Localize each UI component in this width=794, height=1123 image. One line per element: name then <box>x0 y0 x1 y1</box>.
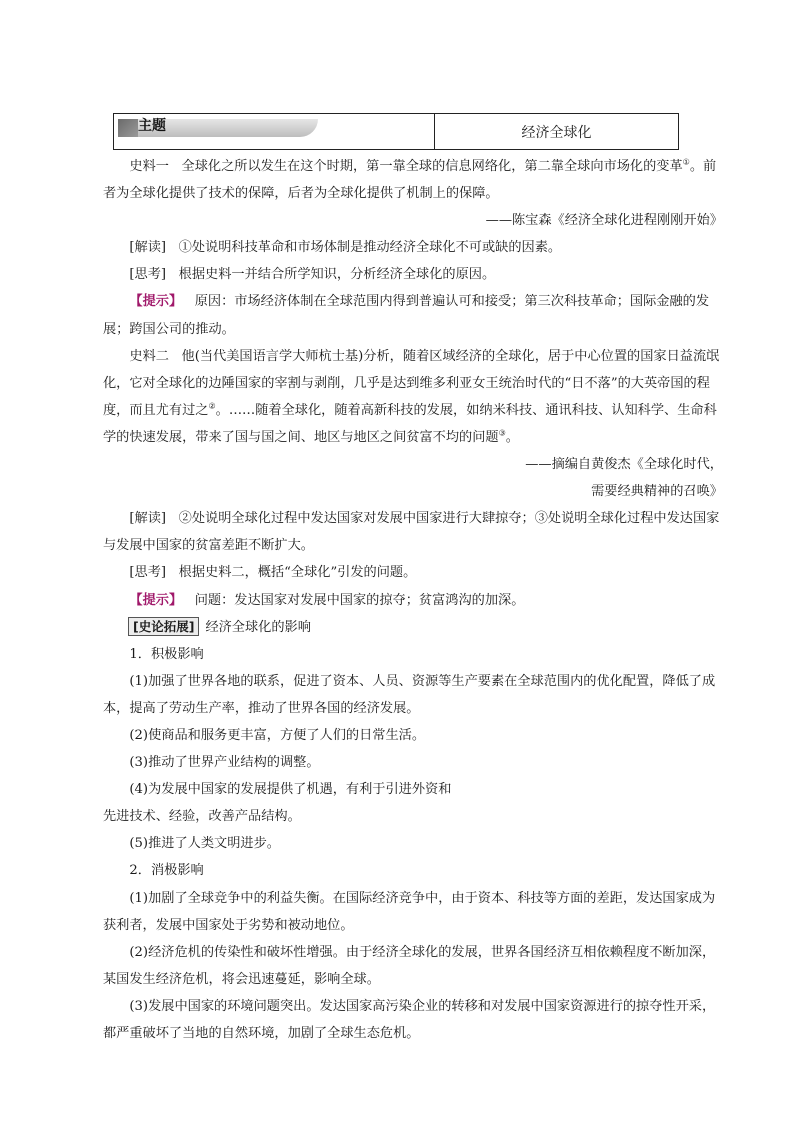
hint-one-text: 原因：市场经济体制在全球范围内得到普遍认可和接受；第三次科技革命；国际金融的发展；跨国公司的推动。 <box>103 294 710 337</box>
hint-two <box>103 587 723 614</box>
interpretation-two-text: ②处说明全球化过程中发达国家对发展中国家进行大肆掠夺；③处说明全球化过程中发达国家与发展中国家的贫富差距不断扩大。 <box>103 511 720 554</box>
source-one-title: 史料一 <box>129 159 169 174</box>
interpretation-tag: [解读] <box>129 511 167 527</box>
positive-item-4-line-1: (4)为发展中国家的发展提供了机遇，有利于引进外资和 <box>129 782 452 798</box>
source-two-citation-line-2: 需要经典精神的召唤》 <box>591 484 723 500</box>
footnote-mark-3: ③ <box>498 428 506 438</box>
thinking-tag: [思考] <box>129 565 167 581</box>
source-two-text-c: 。 <box>505 429 519 445</box>
extension-tag: [史论拓展] <box>128 617 199 636</box>
hint-two-text: 问题：发达国家对发展中国家的掠夺；贫富鸿沟的加深。 <box>194 592 525 608</box>
negative-item-3: (3)发展中国家的环境问题突出。发达国家高污染企业的转移和对发展中国家资源进行的掠夺性开采，都严重破坏了当地的自然环境，加剧了全球生态危机。 <box>103 998 716 1041</box>
extension-title: 经济全球化的影响 <box>205 619 311 635</box>
theme-label-cell <box>114 114 435 149</box>
extension-heading <box>103 614 723 641</box>
interpretation-one-text: ①处说明科技革命和市场体制是推动经济全球化不可或缺的因素。 <box>178 240 562 256</box>
source-two-citation-line-1: ——摘编自黄俊杰《全球化时代， <box>525 457 723 473</box>
source-one-text-a: 全球化之所以发生在这个时期，第一靠全球的信息网络化，第二靠全球向市场化的变革 <box>181 159 683 174</box>
hint-one <box>103 288 723 342</box>
positive-item-5: (5)推进了人类文明进步。 <box>129 836 280 852</box>
thinking-two <box>103 559 723 586</box>
thinking-one-text: 根据史料一并结合所学知识，分析经济全球化的原因。 <box>178 267 496 283</box>
thinking-one <box>103 261 723 288</box>
theme-table <box>113 113 679 150</box>
hint-tag: 【提示】 <box>129 294 183 310</box>
positive-item-4-line-2: 先进技术、经验，改善产品结构。 <box>103 809 301 825</box>
positive-item-1: (1)加强了世界各地的联系，促进了资本、人员、资源等生产要素在全球范围内的优化配置，降低了成本，提高了劳动生产率，推动了世界各国的经济发展。 <box>103 673 716 716</box>
interpretation-one <box>103 234 723 261</box>
source-two-title: 史料二 <box>129 348 169 364</box>
negative-item-1: (1)加剧了全球竞争中的利益失衡。在国际经济竞争中，由于资本、科技等方面的差距，发达国家成为获利者，发展中国家处于劣势和被动地位。 <box>103 890 716 933</box>
positive-impact-title: 1．积极影响 <box>129 646 204 662</box>
interpretation-tag: [解读] <box>129 240 167 256</box>
source-one-citation: ——陈宝森《经济全球化进程刚刚开始》 <box>485 213 723 229</box>
positive-item-3: (3)推动了世界产业结构的调整。 <box>129 755 320 771</box>
source-two-text-a: 他(当代美国语言学大师杭士基)分析，随着区域经济的全球化，居于中心位置的国家日益流氓化，它对全球化的边陲国家的宰割与剥削，几乎是达到维多利亚女王统治时代的“日不落”的大英帝国的程度，而且尤有过之 <box>103 348 720 418</box>
negative-impact-title: 2．消极影响 <box>129 863 204 879</box>
negative-item-2: (2)经济危机的传染性和破坏性增强。由于经济全球化的发展，世界各国经济互相依赖程度不断加深，某国发生经济危机，将会迅速蔓延，影响全球。 <box>103 944 716 987</box>
thinking-tag: [思考] <box>129 267 167 283</box>
source-one-text-b: 。前者为全球化提供了技术的保障，后者为全球化提供了机制上的保障。 <box>103 159 717 202</box>
footnote-mark-1: ① <box>682 157 690 167</box>
positive-item-2: (2)使商品和服务更丰富，方便了人们的日常生活。 <box>129 727 426 743</box>
source-two-paragraph <box>103 343 723 451</box>
footnote-mark-2: ② <box>208 401 216 411</box>
thinking-two-text: 根据史料二，概括“全球化”引发的问题。 <box>178 565 417 581</box>
interpretation-two <box>103 505 723 559</box>
theme-value-cell <box>435 114 678 149</box>
theme-label: 主题 <box>138 118 166 134</box>
source-one-paragraph <box>103 153 723 207</box>
theme-value: 经济全球化 <box>521 124 592 141</box>
content-body <box>103 153 723 1047</box>
hint-tag: 【提示】 <box>129 592 183 608</box>
source-two-text-b: 。……随着全球化，随着高新科技的发展，如纳米科技、通讯科技、认知科学、生命科学的快速发展，带来了国与国之间、地区与地区之间贫富不均的问题 <box>103 402 717 445</box>
